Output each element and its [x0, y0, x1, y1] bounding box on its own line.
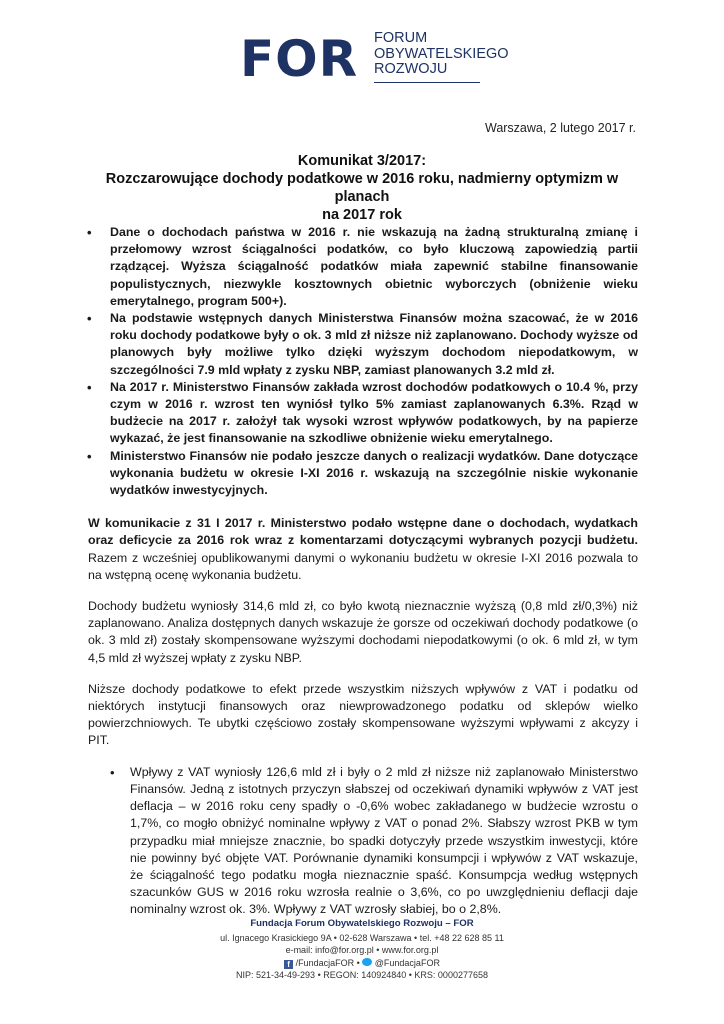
- logo-divider: [374, 82, 480, 83]
- summary-bullet: • Na 2017 r. Ministerstwo Finansów zakłada wzrost dochodów podatkowych o 10.4 %, przy czym w 2016 r. wzrost ten wyniósł tylko 5% zamiast zaplanowanych 6.3%. Rząd w budżecie na 2017 r. założył tak wysoki wzrost wpływów podatkowych, by na papierze wykazać, że jest finansowanie na szkodliwe obniżenie wieku emerytalnego.: [88, 379, 638, 448]
- logo-org-name-line-1: FORUM: [374, 30, 428, 46]
- title-line-2: Rozczarowujące dochody podatkowe w 2016 roku, nadmierny optymizm w planach: [105, 171, 619, 205]
- document-date: Warszawa, 2 lutego 2017 r.: [484, 121, 636, 135]
- paragraph-intro-rest: Razem z wcześniej opublikowanymi danymi o wykonaniu budżetu w okresie I-XI 2016 pozwala to na wstępną ocenę wykonania budżetu.: [88, 550, 638, 582]
- title-line-1: Komunikat 3/2017:: [297, 153, 427, 169]
- footer-registry: NIP: 521-34-49-293 • REGON: 140924840 • KRS: 0000277658: [236, 969, 488, 980]
- twitter-icon: [362, 958, 372, 966]
- title-line-3: na 2017 rok: [322, 207, 402, 223]
- footer-org-name: Fundacja Forum Obywatelskiego Rozwoju – FOR: [250, 918, 474, 929]
- logo-org-name-line-2: OBYWATELSKIEGO: [374, 45, 509, 62]
- logo-org-name: [374, 31, 509, 78]
- footer-contact: e-mail: info@for.org.pl • www.for.org.pl: [285, 945, 439, 956]
- detail-bullet-vat: • Wpływy z VAT wyniosły 126,6 mld zł i były o 2 mld zł niższe niż zaplanowało Ministerstwo Finansów. Jedną z istotnych przyczyn słabszej od oczekiwań dynamiki wpływów z VAT jest deflacja – w 2016 roku ceny spadły o -0,6% wobec zakładanego w budżecie wzrostu o 1,7%, co mogło obniżyć nominalne wpływy z VAT o ponad 2%. Słabszy wzrost PKB w tym przypadku miał mniejsze znacznie, bo spadki dotyczyły przede wszystkim inwestycji, które nie powinny być objęte VAT. Porównanie dynamiki konsumpcji i wpływów z VAT wskazuje, że ściągalność tego podatku mogła nieznacznie spaść. Konsumpcja według wstępnych szacunków GUS w 2016 roku wzrosła realnie o 3,6%, co po uwzględnieniu deflacji daje nominalny wzrost ok. 3%. Wpływy z VAT wzrosły słabiej, bo o 2,8%.: [110, 764, 638, 919]
- summary-bullet: • Ministerstwo Finansów nie podało jeszcze danych o realizacji wydatków. Dane dotyczące wykonania budżetu w okresie I-XI 2016 r. wskazują na szczególnie niskie wykonanie wydatków inwestycyjnych.: [88, 448, 638, 500]
- for-logo: [240, 27, 509, 91]
- detail-bullets: [88, 764, 638, 919]
- facebook-icon: f: [284, 960, 293, 969]
- logo-org-name-line-3: ROZWOJU: [374, 61, 448, 77]
- page-footer: [0, 918, 724, 981]
- footer-twitter[interactable]: @FundacjaFOR: [374, 957, 440, 968]
- document-title: [80, 152, 644, 224]
- paragraph-intro-bold: W komunikacie z 31 I 2017 r. Ministerstwo podało wstępne dane o dochodach, wydatkach oraz deficycie za 2016 rok wraz z komentarzami dotyczącymi wybranych pozycji budżetu.: [88, 516, 638, 548]
- footer-address: ul. Ignacego Krasickiego 9A • 02-628 Warszawa • tel. +48 22 628 85 11: [220, 933, 504, 944]
- summary-bullet: • Na podstawie wstępnych danych Ministerstwa Finansów można szacować, że w 2016 roku dochody podatkowe były o ok. 3 mld zł niższe niż zaplanowano. Dochody wyższe od planowych były możliwe tylko dzięki wyższym dochodom niepodatkowym, w szczególności 7.9 mld wpłaty z zysku NBP, zamiast planowanych 3.2 mld zł.: [88, 310, 638, 379]
- logo-mark: FOR: [240, 30, 359, 88]
- document-body: [88, 224, 638, 919]
- paragraph-intro: [88, 515, 638, 584]
- footer-social: f /FundacjaFOR • @FundacjaFOR: [0, 957, 724, 969]
- paragraph-revenue: Dochody budżetu wyniosły 314,6 mld zł, co było kwotą nieznacznie wyższą (0,8 mld zł/0,3%) niż zaplanowano. Analiza dostępnych danych wskazuje że gorsze od oczekiwań dochody podatkowe (o ok. 3 mld zł) zostały skompensowane wyższymi dochodami niepodatkowymi (o ok. 6 mld zł, w tym 4,5 mld zł wyższej wpłaty z zysku NBP.: [88, 599, 638, 665]
- summary-bullet: • Dane o dochodach państwa w 2016 r. nie wskazują na żadną strukturalną zmianę i przełomowy wzrost ściągalności podatków, co było kluczową zapowiedzią partii rządzącej. Wyższa ściągalność podatków miała zapewnić stabilne finansowanie populistycznych, niezwykle kosztownych obietnic wyborczych (obniżenie wieku emerytalnego, program 500+).: [88, 224, 638, 310]
- paragraph-tax: Niższe dochody podatkowe to efekt przede wszystkim niższych wpływów z VAT i podatku od niektórych instytucji finansowych oraz niewprowadzonego podatku od sklepów wielko powierzchniowych. Te ubytki częściowo zostały skompensowane wyższymi wpływami z akcyzy i PIT.: [88, 681, 638, 748]
- summary-bullets: [88, 224, 638, 499]
- footer-facebook[interactable]: /FundacjaFOR: [295, 957, 355, 968]
